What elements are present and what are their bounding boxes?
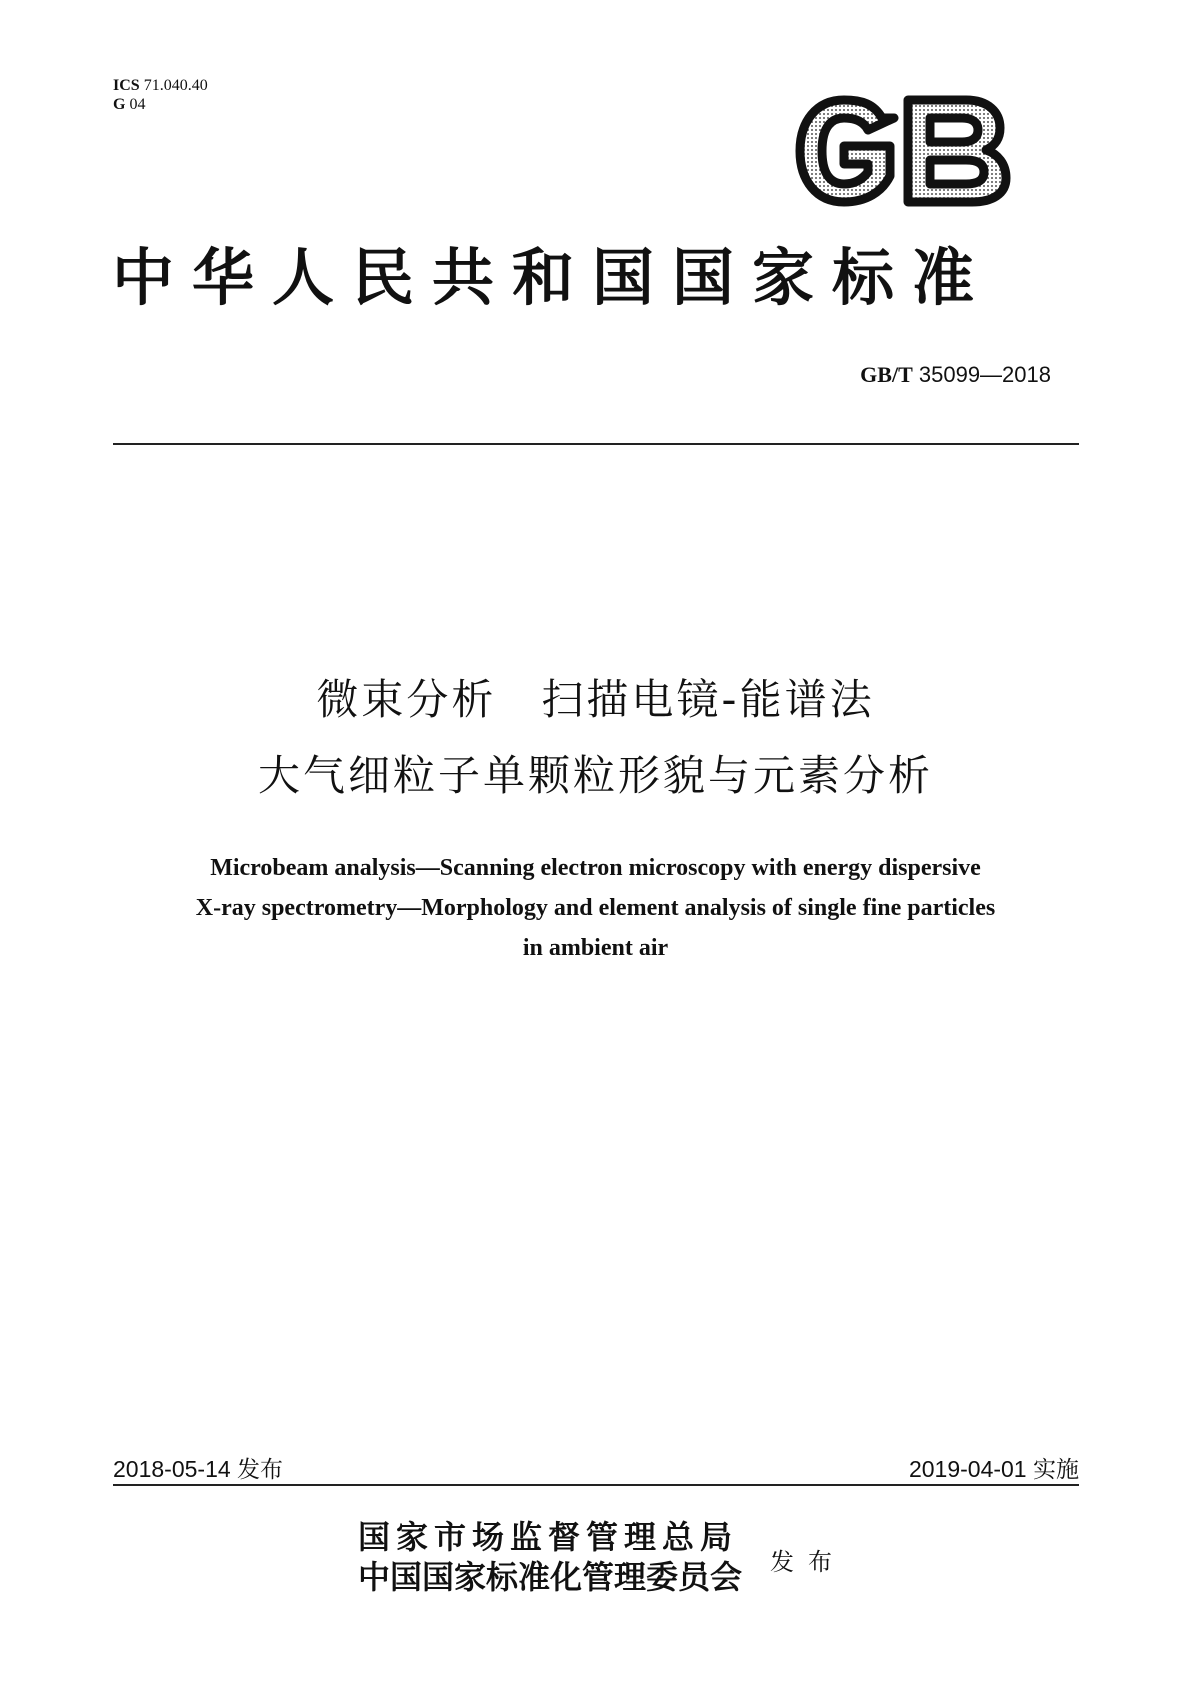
ccs-code: 04 bbox=[129, 96, 146, 113]
issuer-sac: 中国国家标准化管理委员会 bbox=[358, 1558, 743, 1596]
release-date: 2018-05-14 发布 bbox=[113, 1456, 284, 1482]
subtitle-cn-line1: 微束分析 扫描电镜-能谱法 bbox=[316, 675, 875, 724]
classification-codes bbox=[113, 76, 208, 114]
issuing-organizations bbox=[358, 1517, 742, 1597]
subtitle-en bbox=[120, 848, 1071, 968]
standard-prefix: GB/T bbox=[860, 362, 913, 387]
standard-number bbox=[860, 362, 1051, 388]
national-standard-title: 中华人民共和国国家标准 bbox=[112, 241, 993, 314]
subtitle-en-line1: Microbeam analysis—Scanning electron microscopy with energy dispersive bbox=[210, 855, 981, 881]
subtitle-en-line2: X-ray spectrometry—Morphology and element analysis of single fine particles bbox=[195, 895, 996, 921]
standard-code: 35099—2018 bbox=[918, 362, 1051, 387]
top-divider bbox=[113, 443, 1079, 445]
gb-logo bbox=[782, 88, 1016, 214]
publish-label: 发布 bbox=[770, 1548, 846, 1576]
ics-label: ICS bbox=[113, 77, 140, 94]
ccs-label: G bbox=[113, 96, 126, 113]
issuer-samr: 国家市场监督管理总局 bbox=[358, 1518, 739, 1556]
ics-code: 71.040.40 bbox=[143, 77, 208, 94]
subtitle-cn-line2: 大气细粒子单颗粒形貌与元素分析 bbox=[257, 751, 933, 800]
bottom-divider bbox=[113, 1484, 1079, 1486]
subtitle-en-line3: in ambient air bbox=[522, 935, 669, 961]
implementation-date: 2019-04-01 实施 bbox=[908, 1456, 1079, 1482]
